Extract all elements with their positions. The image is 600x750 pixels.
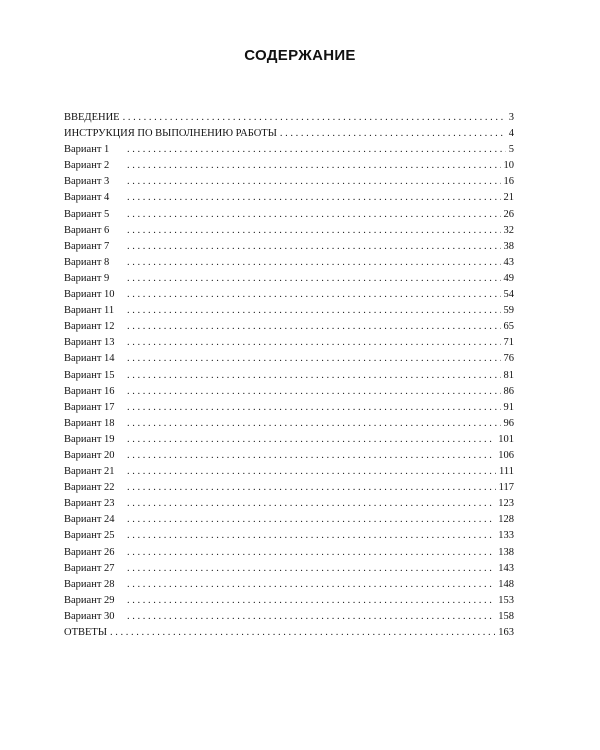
toc-entry (64, 512, 514, 528)
toc-entry-label: Вариант 30 (64, 610, 115, 622)
dot-leader (127, 464, 496, 480)
toc-entry-label: Вариант 2 (64, 160, 110, 172)
dot-leader (127, 223, 501, 239)
toc-entry-label: Вариант 28 (64, 578, 115, 590)
toc-entry-page-number: 133 (498, 530, 514, 542)
toc-entry (64, 287, 514, 303)
toc-entry-label: Вариант 11 (64, 305, 115, 317)
toc-entry-label: Вариант 3 (64, 176, 110, 188)
table-of-contents (64, 110, 514, 641)
toc-entry-label: Вариант 6 (64, 224, 110, 236)
dot-leader (127, 432, 495, 448)
dot-leader (127, 142, 506, 158)
dot-leader (127, 561, 495, 577)
toc-entry (64, 351, 514, 367)
dot-leader (127, 593, 495, 609)
toc-entry (64, 207, 514, 223)
toc-entry (64, 223, 514, 239)
dot-leader (127, 368, 501, 384)
dot-leader (127, 335, 501, 351)
toc-entry-label: ВВЕДЕНИЕ (64, 112, 120, 123)
dot-leader (127, 255, 501, 271)
toc-entry-page-number: 10 (503, 160, 514, 172)
toc-entry-page-number: 117 (498, 482, 514, 494)
toc-entry (64, 577, 514, 593)
dot-leader (127, 287, 501, 303)
toc-entry-label: Вариант 14 (64, 353, 115, 365)
toc-entry-page-number: 101 (498, 433, 514, 445)
toc-entry-label: Вариант 17 (64, 401, 115, 413)
dot-leader (127, 190, 501, 206)
toc-entry-label: Вариант 20 (64, 449, 115, 461)
toc-entry-label: Вариант 12 (64, 321, 115, 333)
toc-entry-page-number: 65 (503, 321, 514, 333)
toc-entry (64, 239, 514, 255)
toc-entry-page-number: 128 (498, 514, 514, 526)
toc-entry-page-number: 5 (508, 144, 514, 156)
toc-entry (64, 271, 514, 287)
toc-entry-label: Вариант 9 (64, 272, 110, 284)
dot-leader (127, 528, 495, 544)
toc-entry-label: Вариант 23 (64, 498, 115, 510)
dot-leader (127, 174, 501, 190)
dot-leader (127, 577, 495, 593)
toc-entry-page-number: 16 (503, 176, 514, 188)
toc-entry-label: Вариант 13 (64, 337, 115, 349)
toc-entry (64, 480, 514, 496)
dot-leader (127, 448, 495, 464)
dot-leader (127, 158, 501, 174)
dot-leader (127, 351, 501, 367)
toc-entry-page-number: 32 (503, 224, 514, 236)
toc-entry (64, 593, 514, 609)
toc-entry-page-number: 148 (498, 578, 514, 590)
toc-entry (64, 561, 514, 577)
dot-leader (127, 384, 501, 400)
toc-entry-label: ОТВЕТЫ (64, 627, 107, 638)
toc-entry-page-number: 153 (498, 594, 514, 606)
toc-entry-page-number: 86 (503, 385, 514, 397)
toc-entry-page-number: 3 (508, 112, 514, 123)
toc-entry (64, 528, 514, 544)
dot-leader (127, 207, 501, 223)
toc-entry-label: Вариант 22 (64, 482, 115, 494)
toc-entry-label: Вариант 29 (64, 594, 115, 606)
toc-entry-label: Вариант 15 (64, 369, 115, 381)
dot-leader (123, 110, 506, 126)
toc-entry (64, 142, 514, 158)
toc-entry-page-number: 81 (503, 369, 514, 381)
toc-entry-page-number: 4 (508, 128, 514, 140)
dot-leader (127, 400, 501, 416)
toc-entry-page-number: 26 (503, 208, 514, 220)
toc-entry-page-number: 49 (503, 272, 514, 284)
toc-entry (64, 190, 514, 206)
toc-entry-page-number: 111 (499, 466, 514, 478)
dot-leader (280, 126, 506, 142)
toc-entry-label: Вариант 7 (64, 240, 110, 252)
toc-entry (64, 110, 514, 126)
toc-entry-page-number: 96 (503, 417, 514, 429)
toc-entry-label: Вариант 1 (64, 144, 110, 156)
dot-leader (127, 545, 495, 561)
toc-entry-page-number: 91 (503, 401, 514, 413)
toc-entry (64, 126, 514, 142)
toc-entry-label: Вариант 25 (64, 530, 115, 542)
dot-leader (127, 319, 501, 335)
dot-leader (127, 609, 495, 625)
toc-entry-label: Вариант 19 (64, 433, 115, 445)
toc-entry-page-number: 106 (498, 449, 514, 461)
toc-entry-label: Вариант 10 (64, 289, 115, 301)
toc-entry-label: Вариант 26 (64, 546, 115, 558)
dot-leader (127, 496, 495, 512)
toc-entry-page-number: 138 (498, 546, 514, 558)
toc-entry (64, 625, 514, 641)
toc-entry-page-number: 21 (503, 192, 514, 204)
toc-entry (64, 448, 514, 464)
toc-entry (64, 496, 514, 512)
dot-leader (127, 416, 501, 432)
toc-entry (64, 174, 514, 190)
toc-entry (64, 464, 514, 480)
toc-entry-page-number: 71 (503, 337, 514, 349)
toc-entry-page-number: 158 (498, 610, 514, 622)
dot-leader (110, 625, 495, 641)
toc-entry (64, 545, 514, 561)
toc-entry-label: Вариант 5 (64, 208, 110, 220)
toc-entry (64, 609, 514, 625)
toc-entry (64, 303, 514, 319)
dot-leader (127, 239, 501, 255)
toc-entry-page-number: 59 (503, 305, 514, 317)
toc-entry-page-number: 163 (498, 627, 514, 638)
toc-entry (64, 416, 514, 432)
toc-entry (64, 400, 514, 416)
toc-entry-label: Вариант 4 (64, 192, 110, 204)
toc-entry-label: ИНСТРУКЦИЯ ПО ВЫПОЛНЕНИЮ РАБОТЫ (64, 128, 277, 140)
toc-entry (64, 368, 514, 384)
toc-entry (64, 432, 514, 448)
toc-entry-page-number: 38 (503, 240, 514, 252)
toc-entry-label: Вариант 21 (64, 466, 115, 478)
dot-leader (127, 303, 501, 319)
toc-entry (64, 319, 514, 335)
page-title: СОДЕРЖАНИЕ (244, 47, 356, 64)
toc-entry-page-number: 143 (498, 562, 514, 574)
toc-entry-page-number: 54 (503, 289, 514, 301)
dot-leader (127, 512, 495, 528)
toc-entry-label: Вариант 8 (64, 256, 110, 268)
toc-entry-label: Вариант 18 (64, 417, 115, 429)
dot-leader (127, 480, 496, 496)
toc-entry (64, 158, 514, 174)
toc-entry-label: Вариант 27 (64, 562, 115, 574)
toc-entry (64, 335, 514, 351)
toc-entry-page-number: 76 (503, 353, 514, 365)
toc-entry-page-number: 43 (503, 256, 514, 268)
dot-leader (127, 271, 501, 287)
toc-entry (64, 384, 514, 400)
toc-entry-label: Вариант 24 (64, 514, 115, 526)
toc-entry-page-number: 123 (498, 498, 514, 510)
toc-entry-label: Вариант 16 (64, 385, 115, 397)
toc-entry (64, 255, 514, 271)
